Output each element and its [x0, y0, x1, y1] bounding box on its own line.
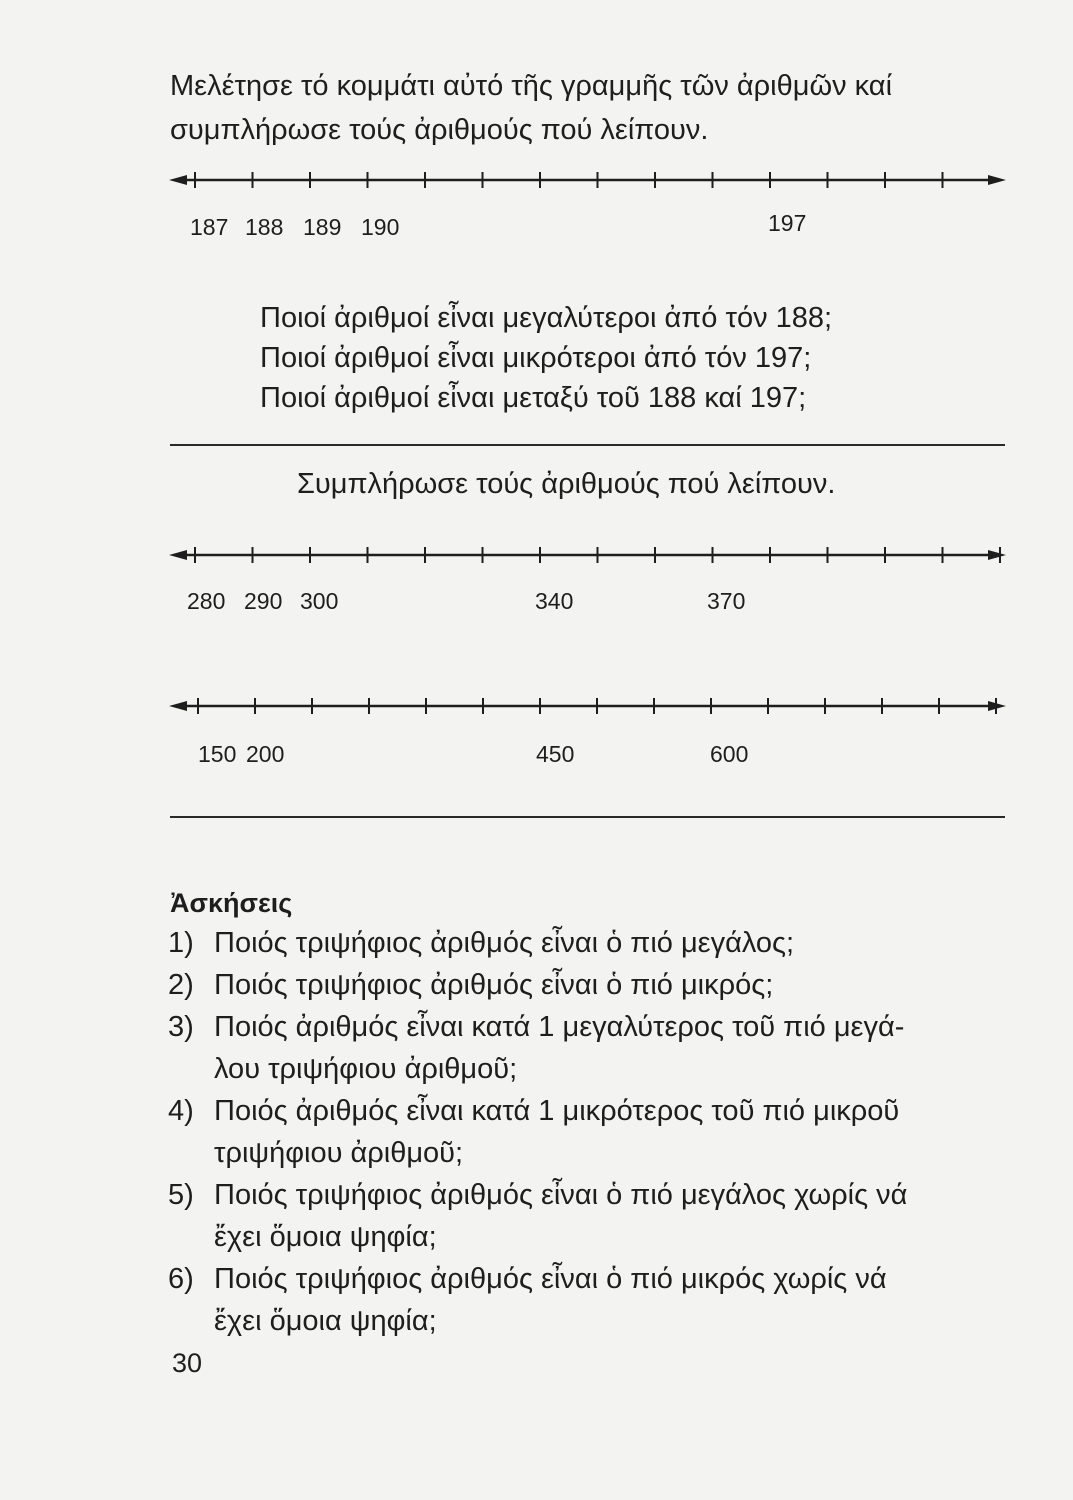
exercise-list [168, 922, 1008, 1342]
page-number: 30 [172, 1348, 203, 1378]
tick-label: 200 [246, 741, 285, 767]
exercise-item [168, 1258, 1008, 1342]
left-arrow-icon [169, 175, 187, 185]
exercise-text: Ποιός τριψήφιος ἀριθμός εἶναι ὁ πιό μεγάλος; [214, 927, 795, 959]
tick-label: 190 [361, 214, 400, 240]
exercise-number: 4) [168, 1095, 194, 1127]
exercise-text-continued: λου τριψήφιου ἀριθμοῦ; [214, 1053, 518, 1085]
exercise-item [168, 1006, 1008, 1090]
divider-1 [170, 444, 1005, 446]
number-line-3-labels [0, 741, 1073, 771]
exercise-text: Ποιός τριψήφιος ἀριθμός εἶναι ὁ πιό μικρός; [214, 969, 774, 1001]
tick-label: 370 [707, 588, 746, 614]
exercise-number: 6) [168, 1263, 194, 1295]
number-line-3-graphic [165, 694, 1010, 718]
intro-text [170, 64, 1030, 152]
tick-label: 300 [300, 588, 339, 614]
exercise-number: 5) [168, 1179, 194, 1211]
tick-label: 340 [535, 588, 574, 614]
tick-label: 197 [768, 210, 807, 236]
question-1: Ποιοί ἀριθμοί εἶναι μεγαλύτεροι ἀπό τόν 188; [260, 302, 833, 334]
exercise-text-continued: τριψήφιου ἀριθμοῦ; [214, 1137, 464, 1169]
left-arrow-icon [169, 701, 187, 711]
tick-label: 600 [710, 741, 749, 767]
exercise-number: 1) [168, 927, 194, 959]
divider-2 [170, 816, 1005, 818]
right-arrow-icon [988, 175, 1006, 185]
exercise-number: 3) [168, 1011, 194, 1043]
exercise-item [168, 964, 1008, 1006]
question-3: Ποιοί ἀριθμοί εἶναι μεταξύ τοῦ 188 καί 197; [260, 382, 807, 414]
question-2: Ποιοί ἀριθμοί εἶναι μικρότεροι ἀπό τόν 197; [260, 342, 812, 374]
right-arrow-icon [988, 550, 1006, 560]
exercise-text: Ποιός ἀριθμός εἶναι κατά 1 μικρότερος τοῦ πιό μικροῦ [214, 1095, 900, 1127]
exercise-text: Ποιός τριψήφιος ἀριθμός εἶναι ὁ πιό μεγάλος χωρίς νά [214, 1179, 908, 1211]
exercise-text-continued: ἔχει ὅμοια ψηφία; [214, 1221, 437, 1253]
intro-line-2: συμπλήρωσε τούς ἀριθμούς πού λείπουν. [170, 114, 709, 146]
exercise-text: Ποιός ἀριθμός εἶναι κατά 1 μεγαλύτερος τοῦ πιό μεγά- [214, 1011, 905, 1043]
exercise-number: 2) [168, 969, 194, 1001]
exercise-item [168, 1174, 1008, 1258]
exercise-item [168, 1090, 1008, 1174]
exercises-heading: Ἀσκήσεις [170, 888, 293, 918]
intro-line-1: Μελέτησε τό κομμάτι αὐτό τῆς γραμμῆς τῶν ἀριθμῶν καί [170, 70, 893, 102]
number-line-1 [165, 168, 1010, 192]
tick-label: 450 [536, 741, 575, 767]
subtitle: Συμπλήρωσε τούς ἀριθμούς πού λείπουν. [297, 468, 836, 500]
tick-label: 280 [187, 588, 226, 614]
number-line-2-labels [0, 588, 1073, 618]
exercise-text: Ποιός τριψήφιος ἀριθμός εἶναι ὁ πιό μικρός χωρίς νά [214, 1263, 887, 1295]
number-line-3 [165, 694, 1010, 718]
number-line-1-labels [0, 210, 1073, 244]
tick-label: 188 [245, 214, 284, 240]
tick-label: 187 [190, 214, 229, 240]
tick-label: 150 [198, 741, 237, 767]
tick-label: 189 [303, 214, 342, 240]
number-line-1-graphic [165, 168, 1010, 192]
number-line-2 [165, 543, 1010, 567]
left-arrow-icon [169, 550, 187, 560]
exercise-item [168, 922, 1008, 964]
exercise-text-continued: ἔχει ὅμοια ψηφία; [214, 1305, 437, 1337]
number-line-2-graphic [165, 543, 1010, 567]
questions-block [260, 298, 832, 418]
tick-label: 290 [244, 588, 283, 614]
